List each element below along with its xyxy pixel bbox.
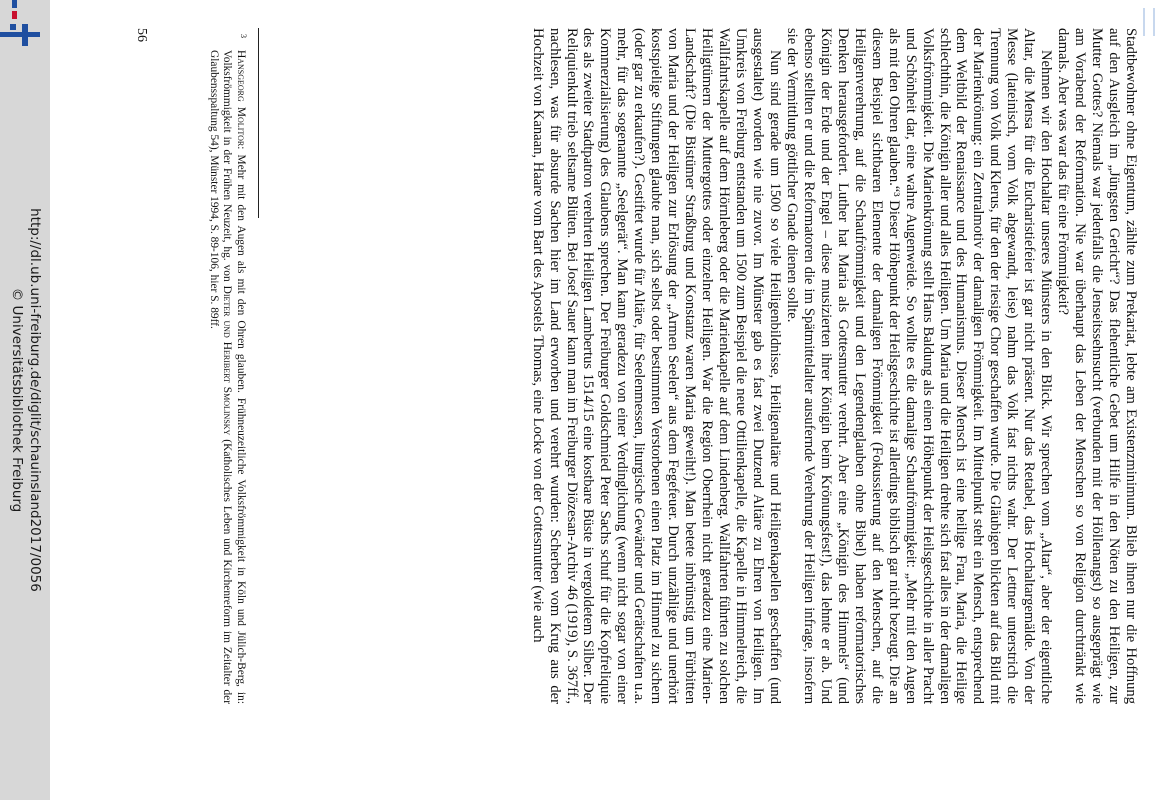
paragraph: Nehmen wir den Hochaltar unseres Münsters in den Blick. Wir sprechen vom „Altar“, aber der eigentliche Altar, die Mensa für die Eucharistiefeier ist gar nicht präsent. Nur das Retabel, das Hochaltargemälde. Von der Messe (lateinisch, vom Volk abgewandt, leise) nahm das Volk fast nichts wahr. Der Lettner unterstrich die Trennung von Volk und Klerus, für den der riesige Chor geschaffen wurde. Die Gläubigen blickten auf das Bild mit der Marienkrönung: ein Zentralmotiv der damaligen Frömmigkeit. Im Mittelpunkt steht ein Mensch, entsprechend dem Weltbild der Renaissance und des Humanismus. Dieser Mensch ist eine heilige Frau, Maria, die Heilige schlechthin, die Königin aller und alles Heiligen. Um Maria und die Heiligen drehte sich fast alles in der damaligen Volksfrömmigkeit. Die Marienkrönung stellt Hans Baldung als einen Höhepunkt der Heilsgeschichte in aller Pracht und Schönheit dar, eine wahre Augenweide. So wollte es die damalige Schaufrömmigkeit: „Mehr mit den Augen als mit den Ohren glauben.“³ Dieser Höhepunkt der Heilsgeschichte ist allerdings biblisch gar nicht bezeugt. Die an diesem Beispiel sichtbaren Elemente der damaligen Frömmigkeit (Fokussierung auf den Menschen, auf die Heiligenverehrung, auf die Schaufrömmigkeit und den Legendenglauben ohne Bibel) haben reformatorisches Denken herausgefordert. Luther hat Maria als Gottesmutter verehrt. Aber eine „Königin des Himmels“ (und Königin der Erde und der Engel – diese musizierten ihrer Königin beim Krönungsfest!), das lehnte er ab. Und ebenso stellten er und die Reformatoren die im Spätmittelalter ausufernde Verehrung der Heiligen infrage, insofern sie der Vermittlung göttlicher Gnade dienen sollte. xyxy=(783,28,1055,704)
footnote-number: 3 xyxy=(239,34,248,38)
source-url-vertical xyxy=(0,0,50,800)
paragraph: Nun sind gerade um 1500 so viele Heiligenbildnisse, Heiligenaltäre und Heiligenkapellen geschaffen (und ausgestaltet) worden wie nie zuvor. Im Münster gab es fast zwei Dutzend Altäre zu Ehren von Heiligen. Im Umkreis von Freiburg entstanden um 1500 zum Beispiel die neue Ottilienkapelle, die Kapelle in Himmelreich, die Wallfahrtskapelle auf dem Hörnleberg oder die Marienkapelle auf dem Lindenberg. Wallfahrten führten zu solchen Heiligtümern der Muttergottes oder einzelner Heiligen. War die Region Oberrhein nicht geradezu eine Marien-Landschaft? (Die Bistümer Straßburg und Konstanz waren Maria geweiht!). Man betete inbrünstig um Fürbitten von Maria und der Heiligen zur Erlösung der „Armen Seelen“ aus dem Fegefeuer. Durch unzählige und unerhört kostspielige Stiftungen glaubte man, sich selbst oder bestimmten Verstorbenen einen Platz im Himmel zu sichern (oder gar zu erkaufen?). Gestiftet wurde für Altäre, für Seelenmessen, liturgische Gewänder und Gerätschaften u.a. mehr, für das sogenannte „Seelgerät“. Man kann geradezu von einer Verdinglichung (wenn nicht sogar von einer Kommerzialisierung) des Glaubens sprechen. Der Freiburger Goldschmied Peter Sachs schuf für die Kopfreliquie des als zweiter Stadtpatron verehrten Heiligen Lambertus 1514/15 eine kostbare Büste in vergoldetem Silber. Der Reliquienkult trieb seltsame Blüten. Bei Josef Sauer kann man im Freiburger Diözesan-Archiv 46 (1919), S. 367ff., nachlesen, was für absurde Sachen hier im Land erworben und verehrt wurden: Scherben vom Krug aus der Hochzeit von Kanaan, Haare vom Bart des Apostels Thomas, eine Locke von der Gottesmutter (wie auch xyxy=(529,28,783,704)
footnote-editors: Dieter und Heribert Smolinsky xyxy=(221,285,234,436)
footnote-text: : Mehr mit den Augen als mit den Ohren glauben. Frühneuzeitliche Volksfrömmigkeit in Köln und Jülich-Berg, in: Volksfrömmigkeit in der Frühen Neuzeit, hg. von xyxy=(221,50,247,704)
copyright-notice: © Universitätsbibliothek Freiburg xyxy=(9,287,25,513)
footnote-text-end: (Katholisches Leben und Kirchenreform im Zeitalter der Glaubensspaltung 54), Münster 1994, S. 89-106, hier S. 89ff. xyxy=(207,50,234,705)
page-number: 56 xyxy=(134,28,149,42)
footnote-author: Hansgeorg Molitor xyxy=(235,50,247,147)
source-url[interactable]: http://dl.ub.uni-freiburg.de/diglit/schauinsland2017/0056 xyxy=(27,208,43,592)
paragraph: Stadtbewohner ohne Eigentum, zählte zum Prekariat, lebte am Existenzminimum. Blieb ihnen nur die Hoffnung auf den Ausgleich im „Jüngsten Gericht“? Das flehentliche Gebet um Hilfe in den Nöten zu den Heiligen, zur Mutter Gottes? Niemals war jedenfalls die Jenseitssehnsucht (verbunden mit der Höllenangst) so ausgeprägt wie am Vorabend der Reformation. Nie war überhaupt das Leben der Menschen so von Religion durchtränkt wie damals. Aber was war das für eine Frömmigkeit? xyxy=(1055,28,1139,704)
body-text xyxy=(529,28,1139,704)
viewer-margin xyxy=(0,0,50,800)
document-page xyxy=(50,0,1159,800)
footnote xyxy=(206,28,247,704)
footnote-divider xyxy=(258,28,259,218)
corner-marker xyxy=(1143,8,1155,36)
